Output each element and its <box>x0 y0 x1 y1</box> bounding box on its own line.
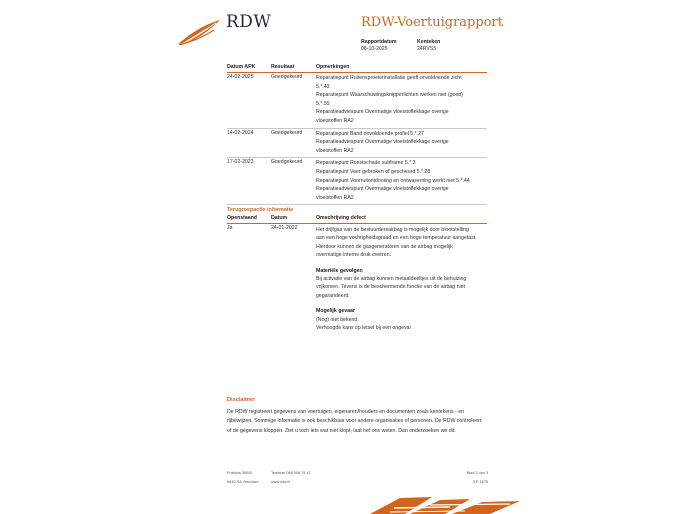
plate-value: 24RVS5 <box>417 46 437 52</box>
recall-row <box>227 224 487 334</box>
footer-page: Blad 3 van 3 <box>466 471 488 475</box>
brand-stripes-icon <box>370 494 530 514</box>
apk-table-header <box>227 64 487 73</box>
apk-result: Goedgekeurd <box>271 129 303 136</box>
footer-web[interactable]: www.rdw.nl <box>271 480 290 484</box>
footer-code: 3.E 1678 <box>472 480 488 484</box>
logo-text: RDW <box>226 12 272 32</box>
apk-date: 17-02-2023 <box>227 159 254 166</box>
remark-line: Reparatiepunt Band onvoldoende profiel 5.*.27 <box>316 130 424 137</box>
remark-line: Reparatieadviespunt Overmatige vloeistoflekkage overige <box>316 109 449 116</box>
footer-phone: Telefoon 088 008 74 47 <box>271 471 311 475</box>
footer-postbus: Postbus 30000 <box>227 471 253 475</box>
footer-contact <box>271 469 311 487</box>
danger-title: Mogelijk gevaar <box>316 308 355 315</box>
recall-table-header <box>227 215 487 224</box>
remark-line: Reparatiepunt Roestschade subframe 5.*.3 <box>316 160 416 167</box>
apk-result: Goedgekeurd <box>271 159 303 166</box>
recall-header-open: Openstaand <box>227 215 257 221</box>
recall-title: Terugroepactie informatie <box>227 207 294 213</box>
remark-line: 5.*.43 <box>316 83 330 90</box>
apk-date: 24-02-2025 <box>227 74 254 80</box>
apk-remarks <box>316 74 487 126</box>
apk-date: 14-02-2024 <box>227 129 254 136</box>
disclaimer-text: De RDW registreert gegevens van voertuigen, eigenaren/houders en documenten zoals kentekens - en rijbewijzen. Sommige informatie is ook beschikbaar voor andere organisaties of personen. De RDW controleert of de gegevens kloppen. Ziet u toch iets wat niet klopt, laat het ons weten. Dan onderzoeken we dit. <box>227 409 482 434</box>
apk-header-remarks: Opmerkingen <box>316 64 350 70</box>
remark-line: 5.*.55 <box>316 100 330 107</box>
footer-address <box>227 469 259 487</box>
apk-remarks <box>316 159 487 202</box>
danger-line: (Nog) niet bekend <box>316 316 358 323</box>
apk-row <box>227 129 487 159</box>
report-date-value: 08-10-2025 <box>361 46 388 52</box>
danger-line: Verhoogde kans op letsel bij een ongeval <box>316 325 411 332</box>
disclaimer-title: Disclaimer <box>227 397 256 403</box>
consequence-line: gegarandeerd. <box>316 292 350 299</box>
remark-line: Reparatiepunt Ruitensproeierinstallatie geeft onvoldoende zicht <box>316 75 462 81</box>
apk-remarks <box>316 130 487 156</box>
recall-open: Ja <box>227 225 233 231</box>
apk-result: Goedgekeurd <box>271 74 303 80</box>
footer-page-info <box>430 469 488 487</box>
recall-header-description: Omschrijving defect <box>316 215 366 221</box>
remark-line: vloeistoffen RA2 <box>316 117 354 124</box>
remark-line: Reparatieadviespunt Overmatige vloeistoflekkage overige <box>316 139 449 146</box>
plate-block <box>417 39 440 53</box>
recall-date: 24-01-2022 <box>271 225 298 231</box>
remark-line: vloeistoffen RA2 <box>316 194 354 201</box>
recall-description <box>316 226 487 332</box>
report-date-block <box>361 39 396 53</box>
rdw-logo-icon <box>176 18 222 46</box>
recall-table <box>227 215 487 334</box>
description-line: aan een hoge vochtigheidsgraad en een hoge temperatuur aangetast. <box>316 235 477 242</box>
apk-row <box>227 158 487 205</box>
recall-header-date: Datum <box>271 215 288 221</box>
remark-line: Reparatiepunt Voorruitontdooiing en ontwaseming werkt niet 5.*.44 <box>316 177 470 184</box>
remark-line: vloeistoffen RA2 <box>316 147 354 154</box>
description-line: Hierdoor kunnen de gasgeneratoren van de airbag mogelijk <box>316 243 453 250</box>
apk-header-date: Datum APK <box>227 64 256 70</box>
remark-line: Reparatiepunt Waarschuwingsknipperlichten werken niet (goed) <box>316 92 463 99</box>
report-date-label: Rapportdatum <box>361 39 397 45</box>
apk-row <box>227 73 487 129</box>
footer-city: 9640 RA Veendam <box>227 480 259 484</box>
description-line: Het drijfgas van de bestuurdersairbag is mogelijk door blootstelling <box>316 227 469 233</box>
consequences-title: Materiële gevolgen <box>316 267 363 274</box>
description-line: overmatige interne druk creëren. <box>316 252 391 259</box>
report-title: RDW-Voertuigrapport <box>361 15 503 30</box>
remark-line: Reparatieadviespunt Overmatige vloeistoflekkage overige <box>316 186 449 193</box>
remark-line: Reparatiepunt Veer gebroken of gescheurd 5.*.28 <box>316 168 431 175</box>
apk-table <box>227 64 487 205</box>
consequence-line: Bij activatie van de airbag kunnen metaaldeeltjes uit de behuizing <box>316 276 467 283</box>
plate-label: Kenteken <box>417 39 441 45</box>
apk-header-result: Resultaat <box>271 64 295 70</box>
consequence-line: vrijkomen. Tevens is de beschermende functie van de airbag niet <box>316 284 465 291</box>
